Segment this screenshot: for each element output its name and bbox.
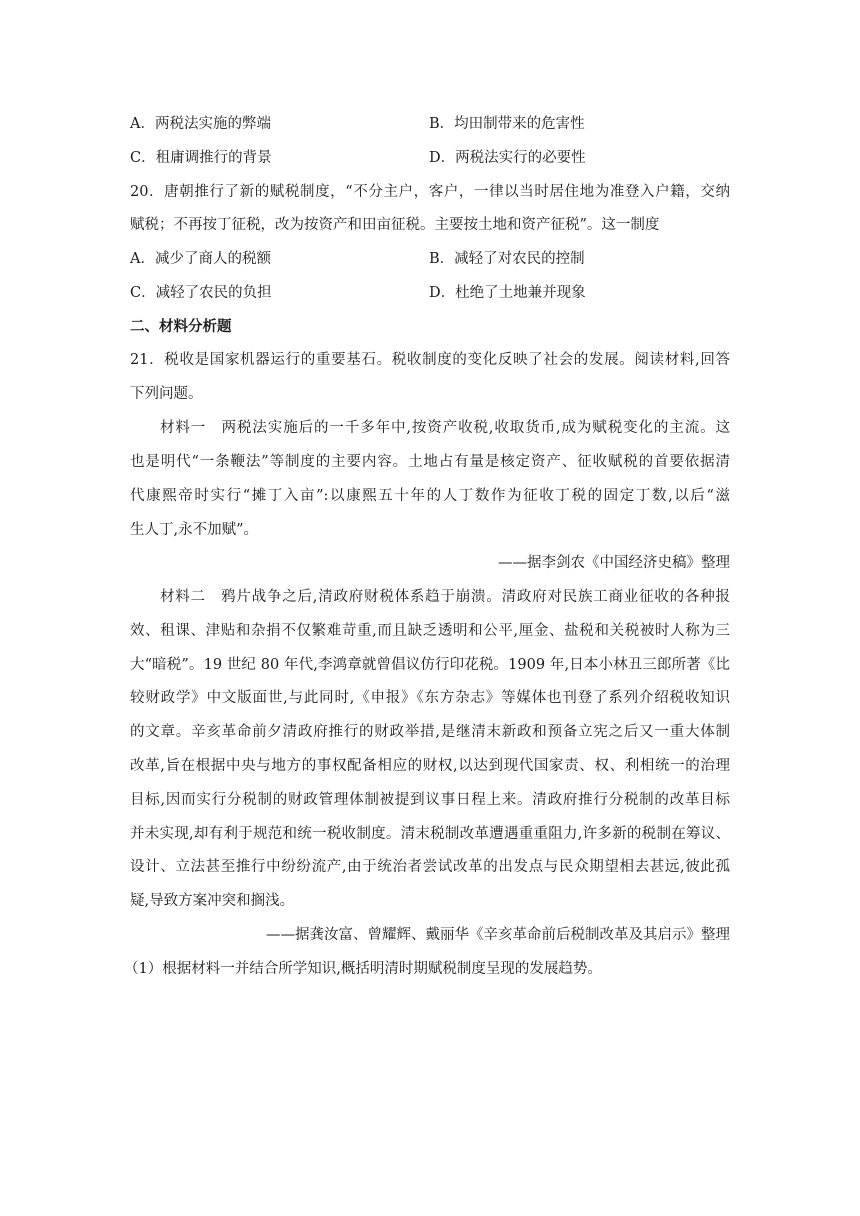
material2-line-3: 大“暗税”。19 世纪 80 年代,李鸿章就曾倡议仿行印花税。1909 年,日本小林丑三郎所著《比 <box>130 657 730 673</box>
material1-line-1: 材料一 两税法实施后的一千多年中,按资产收税,收取货币,成为赋税变化的主流。这 <box>160 420 730 436</box>
material1-source: ——据李剑农《中国经济史稿》整理 <box>498 555 730 571</box>
material1-line-3: 代康熙帝时实行“摊丁入亩”:以康熙五十年的人丁数作为征收丁税的固定丁数,以后“滋 <box>130 488 730 504</box>
q21-stem-line-2: 下列问题。 <box>130 386 203 402</box>
material1-line-2: 也是明代“一条鞭法”等制度的主要内容。土地占有量是核定资产、征收赋税的首要依据清 <box>130 454 730 470</box>
q21-stem-line-1: 21．税收是国家机器运行的重要基石。税收制度的变化反映了社会的发展。阅读材料,回答 <box>130 352 730 368</box>
q19-option-b: B．均田制带来的危害性 <box>429 116 585 132</box>
section-title: 二、材料分析题 <box>130 318 232 335</box>
q19-option-a: A．两税法实施的弊端 <box>130 116 271 132</box>
material2-line-2: 效、租课、津贴和杂捐不仅繁难苛重,而且缺乏透明和公平,厘金、盐税和关税被时人称为三 <box>130 623 730 639</box>
q20-option-b: B．减轻了对农民的控制 <box>429 251 585 267</box>
q20-option-d: D．杜绝了土地兼并现象 <box>429 285 586 301</box>
q20-stem-line-1: 20．唐朝推行了新的赋税制度，“不分主户，客户，一律以当时居住地为准登入户籍，交纳 <box>130 184 730 200</box>
material2-line-9: 设计、立法甚至推行中纷纷流产,由于统治者尝试改革的出发点与民众期望相去甚远,彼此孤 <box>130 859 730 875</box>
q19-option-c: C．租庸调推行的背景 <box>130 150 272 166</box>
material2-line-1: 材料二 鸦片战争之后,清政府财税体系趋于崩溃。清政府对民族工商业征收的各种报 <box>160 589 730 605</box>
material2-line-6: 改革,旨在根据中央与地方的事权配备相应的财权,以达到现代国家责、权、利相统一的治理 <box>130 758 730 774</box>
material1-line-4: 生人丁,永不加赋”。 <box>130 522 259 538</box>
q20-option-c: C．减轻了农民的负担 <box>130 285 272 301</box>
material2-source: ——据龚汝富、曾耀辉、戴丽华《辛亥革命前后税制改革及其启示》整理 <box>266 927 730 943</box>
q19-option-d: D．两税法实行的必要性 <box>429 150 586 166</box>
q21-sub-question-1: （1）根据材料一并结合所学知识,概括明清时期赋税制度呈现的发展趋势。 <box>124 961 602 977</box>
material2-line-10: 疑,导致方案冲突和搁浅。 <box>130 893 295 909</box>
q20-option-a: A．减少了商人的税额 <box>130 251 271 267</box>
material2-line-4: 较财政学》中文版面世,与此同时,《申报》《东方杂志》等媒体也刊登了系列介绍税收知识 <box>130 690 730 706</box>
material2-line-5: 的文章。辛亥革命前夕清政府推行的财政举措,是继清末新政和预备立宪之后又一重大体制 <box>130 724 730 740</box>
material2-line-8: 并未实现,却有利于规范和统一税收制度。清末税制改革遭遇重重阻力,许多新的税制在筹议、 <box>130 826 730 842</box>
q20-stem-line-2: 赋税；不再按丁征税，改为按资产和田亩征税。主要按土地和资产征税”。这一制度 <box>130 217 660 233</box>
material2-line-7: 目标,因而实行分税制的财政管理体制被提到议事日程上来。清政府推行分税制的改革目标 <box>130 792 730 808</box>
